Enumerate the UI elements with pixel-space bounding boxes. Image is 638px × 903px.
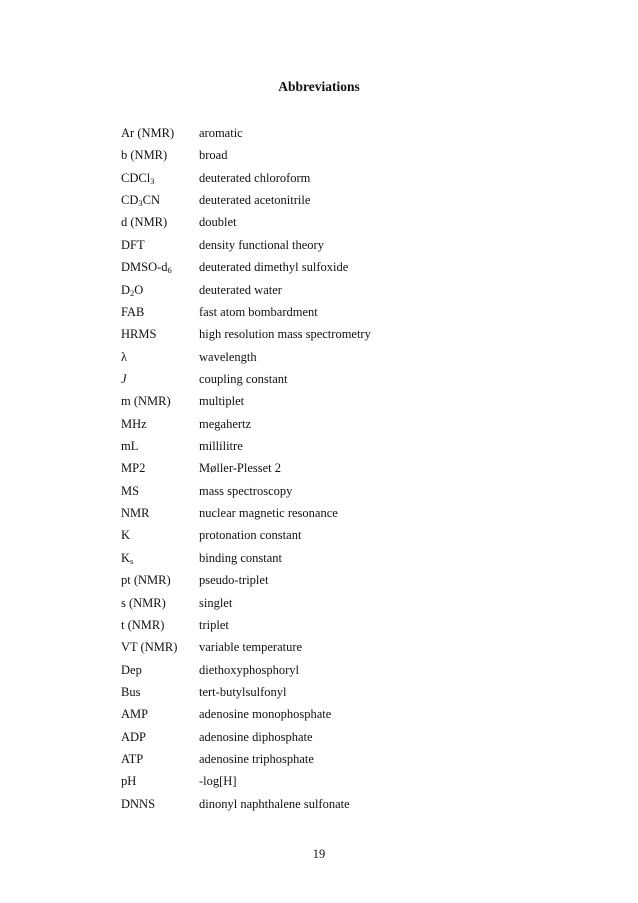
abbreviation-row xyxy=(121,391,541,413)
abbreviation-definition: adenosine monophosphate xyxy=(199,707,332,722)
abbreviation-row xyxy=(121,704,541,726)
abbreviation-definition: deuterated dimethyl sulfoxide xyxy=(199,260,349,275)
abbreviation-definition: fast atom bombardment xyxy=(199,304,318,319)
abbreviation-row xyxy=(121,570,541,592)
abbreviation-definition: singlet xyxy=(199,595,233,610)
abbreviation-definition: deuterated chloroform xyxy=(199,170,311,185)
term-subscript: 6 xyxy=(167,265,172,276)
abbreviation-row xyxy=(121,771,541,793)
abbreviation-term xyxy=(121,259,172,275)
abbreviation-term: HRMS xyxy=(121,327,157,342)
abbreviation-term: ADP xyxy=(121,729,147,744)
abbreviation-definition: -log[H] xyxy=(199,774,237,789)
abbreviation-row xyxy=(121,525,541,547)
term-tail: CN xyxy=(142,193,160,208)
abbreviation-term: J xyxy=(121,371,127,386)
abbreviation-definition: dinonyl naphthalene sulfonate xyxy=(199,796,350,811)
abbreviation-row xyxy=(121,548,541,570)
abbreviation-definition: diethoxyphosphoryl xyxy=(199,662,299,677)
abbreviation-row xyxy=(121,727,541,749)
abbreviation-term: NMR xyxy=(121,506,150,521)
abbreviation-term: Ar (NMR) xyxy=(121,126,175,140)
abbreviation-term: s (NMR) xyxy=(121,595,166,610)
abbreviation-term: MHz xyxy=(121,416,147,431)
abbreviation-row xyxy=(121,615,541,637)
abbreviation-definition: mass spectroscopy xyxy=(199,483,293,498)
abbreviation-row xyxy=(121,212,541,234)
abbreviation-definition: high resolution mass spectrometry xyxy=(199,327,371,342)
abbreviation-row xyxy=(121,302,541,324)
abbreviation-definition: deuterated water xyxy=(199,282,282,297)
abbreviation-row xyxy=(121,682,541,704)
abbreviation-definition: tert-butylsulfonyl xyxy=(199,684,287,699)
abbreviation-definition: triplet xyxy=(199,617,229,632)
abbreviation-row xyxy=(121,123,541,145)
abbreviation-term: pH xyxy=(121,774,137,789)
abbreviation-row xyxy=(121,436,541,458)
abbreviation-row xyxy=(121,637,541,659)
abbreviation-term: mL xyxy=(121,439,139,454)
abbreviation-definition: wavelength xyxy=(199,349,257,364)
abbreviation-term: λ xyxy=(121,349,128,364)
term-tail: O xyxy=(134,282,144,297)
abbreviation-term: d (NMR) xyxy=(121,215,168,230)
abbreviation-definition: variable temperature xyxy=(199,640,303,655)
abbreviation-definition: deuterated acetonitrile xyxy=(199,193,311,208)
abbreviation-definition: broad xyxy=(199,148,228,163)
abbreviation-term: VT (NMR) xyxy=(121,640,178,655)
term-main: CDCl xyxy=(121,170,151,185)
abbreviation-row xyxy=(121,660,541,682)
abbreviation-term: FAB xyxy=(121,304,145,319)
abbreviation-row xyxy=(121,503,541,525)
abbreviation-term: Bus xyxy=(121,684,141,699)
abbreviation-row xyxy=(121,190,541,212)
abbreviation-term: AMP xyxy=(121,707,149,722)
abbreviation-term: t (NMR) xyxy=(121,617,165,632)
abbreviation-definition: adenosine triphosphate xyxy=(199,752,314,767)
abbreviation-term: pt (NMR) xyxy=(121,573,171,588)
abbreviation-definition: protonation constant xyxy=(199,528,302,543)
abbreviation-row xyxy=(121,347,541,369)
abbreviation-term: DNNS xyxy=(121,796,156,811)
abbreviation-row xyxy=(121,168,541,190)
abbreviation-definition: doublet xyxy=(199,215,237,230)
abbreviation-term: MP2 xyxy=(121,461,146,476)
abbreviation-term: ATP xyxy=(121,752,144,767)
abbreviation-definition: Møller-Plesset 2 xyxy=(199,461,282,476)
abbreviation-definition: pseudo-triplet xyxy=(199,573,269,588)
term-main: D xyxy=(121,282,131,297)
abbreviation-term: Dep xyxy=(121,662,142,677)
abbreviation-row xyxy=(121,749,541,771)
term-subscript: 3 xyxy=(150,175,155,186)
abbreviation-term xyxy=(121,550,133,566)
abbreviation-term: DFT xyxy=(121,237,145,252)
abbreviation-row xyxy=(121,257,541,279)
abbreviation-definition: aromatic xyxy=(199,126,243,140)
abbreviation-row xyxy=(121,280,541,302)
term-main: DMSO-d xyxy=(121,260,168,275)
page-title: Abbreviations xyxy=(278,79,360,94)
abbreviation-definition: density functional theory xyxy=(199,237,324,252)
abbreviation-row xyxy=(121,235,541,257)
abbreviation-term: b (NMR) xyxy=(121,148,168,163)
abbreviation-list xyxy=(121,123,541,816)
abbreviation-term: MS xyxy=(121,483,140,498)
abbreviation-definition: multiplet xyxy=(199,394,245,409)
abbreviation-term xyxy=(121,282,143,298)
abbreviation-definition: nuclear magnetic resonance xyxy=(199,506,338,521)
abbreviation-row xyxy=(121,145,541,167)
term-subscript: 2 xyxy=(130,287,135,298)
term-subscript: 3 xyxy=(138,198,143,209)
term-main: CD xyxy=(121,193,139,208)
abbreviation-definition: binding constant xyxy=(199,550,282,565)
abbreviation-definition: adenosine diphosphate xyxy=(199,729,313,744)
page-number: 19 xyxy=(312,847,326,861)
abbreviation-term xyxy=(121,170,154,186)
term-main: K xyxy=(121,550,131,565)
abbreviation-row xyxy=(121,458,541,480)
abbreviation-row xyxy=(121,593,541,615)
abbreviation-term xyxy=(121,192,160,208)
abbreviation-term: K xyxy=(121,528,131,543)
term-subscript: s xyxy=(130,555,134,566)
abbreviation-definition: coupling constant xyxy=(199,371,288,386)
abbreviation-row xyxy=(121,794,541,816)
abbreviation-row xyxy=(121,414,541,436)
abbreviation-definition: millilitre xyxy=(199,439,243,454)
abbreviation-term: m (NMR) xyxy=(121,394,171,409)
abbreviation-row xyxy=(121,324,541,346)
abbreviation-row xyxy=(121,369,541,391)
abbreviation-definition: megahertz xyxy=(199,416,252,431)
abbreviation-row xyxy=(121,481,541,503)
